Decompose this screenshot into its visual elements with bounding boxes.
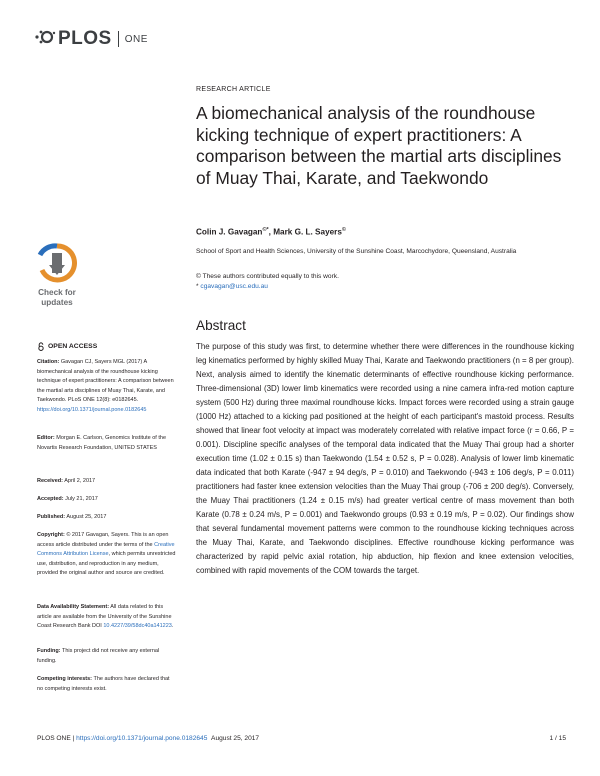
data-availability-text: All data related to this article are available from the University of the Sunshine Coast Research Bank DOI (37, 604, 172, 630)
corresponding-email-link[interactable]: cgavagan@usc.edu.au (200, 283, 268, 290)
author-1[interactable]: Colin J. Gavagan (196, 227, 263, 237)
page-footer (37, 735, 566, 742)
copyright-block (37, 531, 177, 579)
footer-date: August 25, 2017 (211, 735, 260, 742)
copyright-label: Copyright: (37, 532, 65, 538)
received-block (37, 477, 177, 487)
plos-dots-icon (34, 28, 56, 50)
logo-divider (118, 31, 119, 47)
authors: Colin J. Gavagan©*, Mark G. L. Sayers© (196, 227, 346, 237)
citation-label: Citation: (37, 359, 60, 365)
accepted-block (37, 495, 177, 505)
equal-contribution-note: © These authors contributed equally to this work. (196, 273, 339, 280)
check-updates-line-2: updates (41, 298, 73, 307)
abstract-heading: Abstract (196, 318, 246, 333)
journal-logo (34, 28, 148, 50)
copyright-text-2: , which permits unrestricted use, distribution, and reproduction in any medium, provided the original author and source are credited. (37, 551, 176, 577)
logo-sub: ONE (124, 33, 148, 45)
email-marker: * (196, 283, 199, 290)
footer-journal: PLOS ONE (37, 735, 71, 742)
funding-block (37, 647, 177, 666)
corresponding-email-line (196, 283, 268, 290)
article-title: A biomechanical analysis of the roundhouse kicking technique of expert practitioners: A comparison between the martial arts disciplines of Muay Thai, Karate, and Taekwondo (196, 103, 562, 188)
author-2-marks: © (341, 227, 346, 233)
data-availability-block (37, 603, 177, 632)
cc-license-link[interactable]: Creative Commons Attribution License (37, 541, 175, 558)
article-type-label: RESEARCH ARTICLE (196, 86, 271, 93)
competing-interests-label: Competing interests: (37, 676, 93, 682)
competing-interests-block (37, 675, 177, 694)
data-doi-link[interactable]: 10.4227/39/58dc40a141223 (103, 623, 172, 630)
check-for-updates-badge[interactable] (37, 243, 77, 308)
published-label: Published: (37, 514, 66, 520)
page-number: 1 / 15 (549, 735, 566, 742)
author-1-marks: ©* (262, 227, 269, 233)
accepted-label: Accepted: (37, 496, 64, 502)
footer-left (37, 735, 259, 742)
open-lock-icon (37, 342, 45, 351)
editor-label: Editor: (37, 435, 55, 441)
copyright-text-1: © 2017 Gavagan, Sayers. This is an open access article distributed under the terms of the (37, 532, 169, 548)
open-access (37, 342, 97, 351)
citation-doi-link[interactable]: https://doi.org/10.1371/journal.pone.0182645 (37, 406, 147, 413)
funding-label: Funding: (37, 648, 61, 654)
published-block (37, 513, 177, 523)
data-availability-label: Data Availability Statement: (37, 604, 110, 610)
funding-text: This project did not receive any external funding. (37, 648, 160, 664)
footer-doi-link[interactable]: https://doi.org/10.1371/journal.pone.0182645 (76, 735, 208, 742)
check-updates-line-1: Check for (38, 288, 76, 297)
abstract-text: The purpose of this study was first, to determine whether there were differences in the roundhouse kicking leg kinematics performed by highly skilled Muay Thai, Karate and Taekwondo practitioners (n = 8 per group). Next, analysis aimed to identify the kinematic determinants of effective roundhouse kicking performance. Three-dimensional (3D) lower limb kinematics were recorded using a nine camera infra-red motion capture system (500 Hz) during three maximal roundhouse kicks. Impact forces were recorded using a strain gauge (1000 Hz) attached to a kicking pad positioned at the height of each participant's mastoid process. Results showed that linear foot velocity at impact was moderately correlated with relative impact force (r = 0.66, P = 0.001). Discipline specific analyses of the temporal data indicated that the Muay Thai group had a shorter execution time (1.02 ± 0.15 s) than Taekwondo (1.54 ± 0.52 s, P = 0.028). Analysis of lower limb kinematic data indicated that both Karate (-947 ± 94 deg/s, P = 0.010) and Taekwondo (-943 ± 106 deg/s, P = 0.011) practitioners had faster knee extension velocities than the Muay Thai group (-706 ± 200 deg/s). Conversely, the Muay Thai practitioners (1.24 ± 0.15 m/s) had greater vertical centre of mass movement than both Karate (0.78 ± 0.24 m/s, P = 0.001) and Taekwondo groups (0.93 ± 0.19 m/s, P = 0.02). Our findings show that several fundamental movement patterns were common to the roundhouse kicking techniques across the Muay Thai, Karate, and Taekwondo disciplines. Effective roundhouse kicking performance was characterized by rapid pelvic axial rotation, hip abduction, hip flexion and knee extension velocities, combined with rapid movements of the COM towards the target. (196, 342, 574, 575)
check-updates-icon (37, 243, 77, 283)
citation-block (37, 358, 177, 416)
competing-interests-text: The authors have declared that no competing interests exist. (37, 676, 170, 692)
data-availability-end: . (171, 623, 174, 630)
footer-separator: | (72, 735, 75, 742)
accepted-date: July 21, 2017 (65, 496, 98, 502)
open-access-label: OPEN ACCESS (48, 343, 98, 350)
citation-text: Gavagan CJ, Sayers MGL (2017) A biomechanical analysis of the roundhouse kicking technique of expert practitioners: A comparison between the martial arts disciplines of Muay Thai, Karate, and Taekwondo. PLoS ONE 12(8): e0182645. (37, 359, 174, 404)
editor-block (37, 434, 177, 453)
published-date: August 25, 2017 (66, 514, 107, 520)
author-2[interactable]: Mark G. L. Sayers (273, 227, 342, 237)
editor-text: Morgan E. Carlson, Genomics Institute of the Novartis Research Foundation, UNITED STATES (37, 435, 167, 451)
affiliation: School of Sport and Health Sciences, University of the Sunshine Coast, Marcochydore, Queensland, Australia (196, 248, 517, 255)
received-date: April 2, 2017 (64, 478, 96, 484)
received-label: Received: (37, 478, 63, 484)
logo-text: PLOS (58, 28, 112, 49)
